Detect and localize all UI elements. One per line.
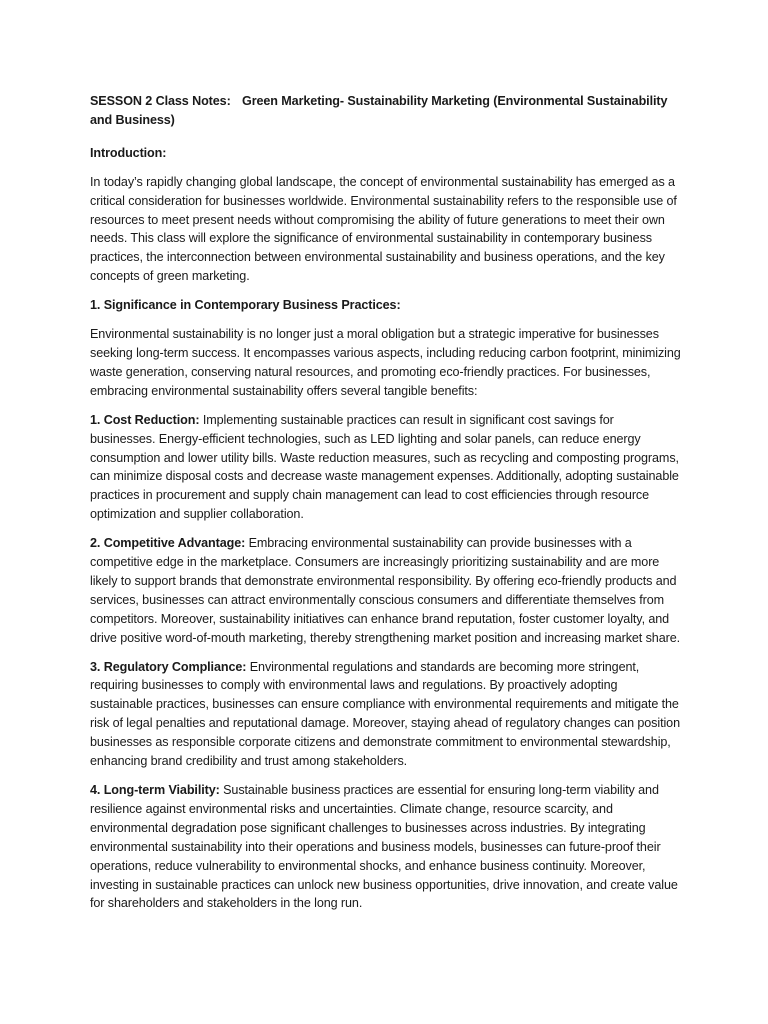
- benefit-label: 2. Competitive Advantage:: [90, 536, 246, 551]
- benefit-long-term-viability: [90, 781, 682, 913]
- introduction-heading: Introduction:: [90, 145, 167, 160]
- benefit-text: Sustainable business practices are essential for ensuring long-term viability and resilience against environmental risks and uncertainties. Climate change, resource scarcity, and environmental degradation pose significant challenges to businesses across industries. By integrating environmental sustainability into their operations and business models, businesses can future-proof their operations, reduce vulnerability to environmental shocks, and enhance business continuity. Moreover, investing in sustainable practices can unlock new business opportunities, drive innovation, and create value for shareholders and stakeholders in the long run.: [90, 783, 678, 911]
- introduction-paragraph: In today’s rapidly changing global landscape, the concept of environmental sustainability has emerged as a critical consideration for businesses worldwide. Environmental sustainability refers to the responsible use of resources to meet present needs without compromising the ability of future generations to meet their own needs. This class will explore the significance of environmental sustainability in contemporary business practices, the interconnection between environmental sustainability and business operations, and the key concepts of green marketing.: [90, 174, 677, 284]
- benefit-cost-reduction: [90, 411, 682, 524]
- session-label: SESSON 2 Class Notes:: [90, 94, 231, 108]
- document-page: [90, 92, 682, 923]
- benefit-regulatory-compliance: [90, 658, 682, 771]
- benefit-label: 3. Regulatory Compliance:: [90, 659, 247, 674]
- section-1-paragraph: Environmental sustainability is no longer just a moral obligation but a strategic imperative for businesses seeking long-term success. It encompasses various aspects, including reducing carbon footprint, minimizing waste generation, conserving natural resources, and promoting eco-friendly practices. For businesses, embracing environmental sustainability offers several tangible benefits:: [90, 327, 681, 398]
- benefit-text: Implementing sustainable practices can result in significant cost savings for businesses. Energy-efficient technologies, such as LED lighting and solar panels, can reduce energy consumption and lower utility bills. Waste reduction measures, such as recycling and composting programs, can minimize disposal costs and decrease waste management expenses. Additionally, adopting sustainable practices in procurement and supply chain management can lead to cost efficiencies through resource optimization and supplier collaboration.: [90, 412, 679, 522]
- title-text: Green Marketing- Sustainability Marketing (Environmental Sustainability: [242, 94, 668, 108]
- benefit-label: 4. Long-term Viability:: [90, 783, 220, 797]
- document-title: [90, 92, 682, 111]
- benefit-text: Environmental regulations and standards are becoming more stringent, requiring businesses to comply with environmental laws and regulations. By proactively adopting sustainable practices, businesses can ensure compliance with environmental requirements and mitigate the risk of legal penalties and reputational damage. Moreover, staying ahead of regulatory changes can position businesses as responsible corporate citizens and demonstrate commitment to environmental stewardship, enhancing brand credibility and trust among stakeholders.: [90, 659, 680, 769]
- benefit-competitive-advantage: [90, 534, 682, 647]
- benefit-text: Embracing environmental sustainability can provide businesses with a competitive edge in the marketplace. Consumers are increasingly prioritizing sustainability and are more likely to support brands that demonstrate environmental responsibility. By offering eco-friendly products and services, businesses can attract environmentally conscious consumers and differentiate themselves from competitors. Moreover, sustainability initiatives can enhance brand reputation, foster customer loyalty, and drive positive word-of-mouth marketing, thereby strengthening market position and increasing market share.: [90, 536, 680, 645]
- title-continued: and Business): [90, 112, 175, 127]
- benefit-label: 1. Cost Reduction:: [90, 412, 200, 427]
- section-1-heading: 1. Significance in Contemporary Business Practices:: [90, 298, 401, 313]
